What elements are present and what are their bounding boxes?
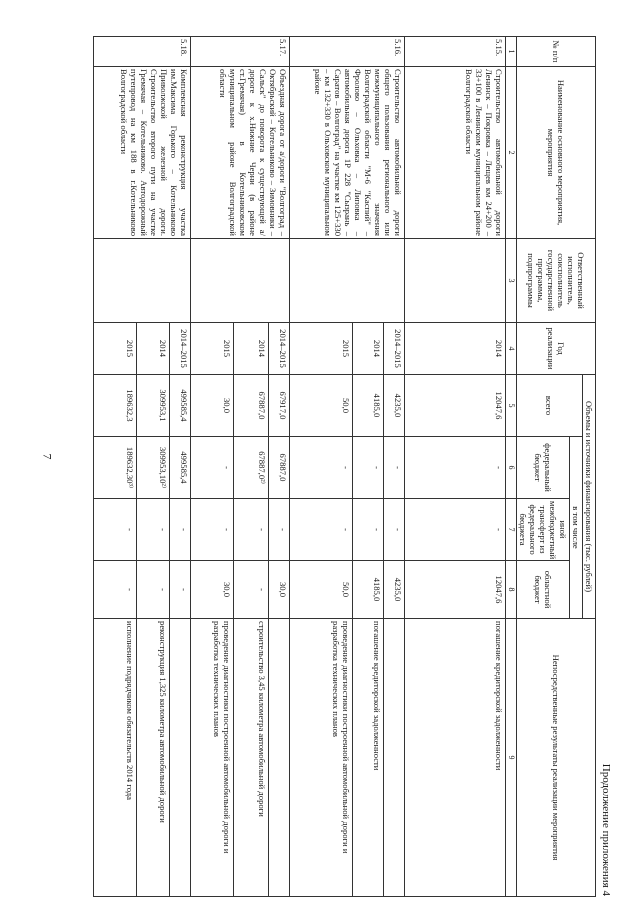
col-index: 7 (506, 499, 516, 561)
direct-result: исполнение подрядчиком обязательств 2014 года (94, 619, 137, 897)
regional-amount: 50,0 (290, 561, 353, 619)
year: 2015 (290, 323, 353, 375)
total-amount: 499585,4 (170, 375, 191, 437)
federal-amount: 67887,0²⁾ (234, 437, 269, 499)
row-number: 5.17. (191, 37, 290, 67)
federal-amount: - (353, 437, 384, 499)
col-index: 9 (506, 619, 516, 897)
year: 2014 (137, 323, 170, 375)
responsible-executor (94, 239, 191, 323)
year: 2014 (405, 323, 506, 375)
direct-result: погашение кредиторской задолженности (405, 619, 506, 897)
col-header-total: всего (516, 375, 582, 437)
col-header-including: в том числе (569, 437, 582, 619)
direct-result: строительство 3,45 километра автомобильной дороги (234, 619, 269, 897)
federal-amount: - (384, 437, 405, 499)
year: 2014–2015 (170, 323, 191, 375)
year: 2014–2015 (384, 323, 405, 375)
appendix-continuation-header: Продолжение приложения 4 (600, 763, 612, 896)
direct-result: проведение диагностики построенной автомобильной дороги и разработка технических планов (290, 619, 353, 897)
direct-result (269, 619, 290, 897)
table-row (405, 37, 506, 897)
table-row (269, 37, 290, 897)
year: 2014–2015 (269, 323, 290, 375)
interbudget-amount: - (170, 499, 191, 561)
federal-amount: - (405, 437, 506, 499)
direct-result: погашение кредиторской задолженности (353, 619, 384, 897)
col-header-results: Непосредственные результаты реализации мероприятия (516, 619, 595, 897)
regional-amount: - (137, 561, 170, 619)
page-number: 7 (40, 453, 55, 460)
total-amount: 67917,0 (269, 375, 290, 437)
regional-amount: 4235,0 (384, 561, 405, 619)
federal-amount: 189632,30³⁾ (94, 437, 137, 499)
row-number: 5.18. (94, 37, 191, 67)
total-amount: 4185,0 (353, 375, 384, 437)
program-measures-table (93, 36, 596, 897)
interbudget-amount: - (353, 499, 384, 561)
total-amount: 30,0 (191, 375, 234, 437)
total-amount: 309953,1 (137, 375, 170, 437)
col-header-num: № п/п (516, 37, 595, 67)
responsible-executor (290, 239, 405, 323)
interbudget-amount: - (290, 499, 353, 561)
measure-name: Комплексная реконструкция участка им.Максима Горького – Котельниково Приволжской железной дороги. Строительство второго пути на участке Гремячая – Котельниково. Автодорожный путепровод на км 188 в г.Котельниково Волгоградской области (94, 67, 191, 239)
row-number: 5.16. (290, 37, 405, 67)
regional-amount: 4185,0 (353, 561, 384, 619)
col-header-funding: Объемы и источники финансирования (тыс. рублей) (582, 375, 595, 619)
direct-result: проведение диагностики построенной автомобильной дороги и разработка технических планов (191, 619, 234, 897)
table-row (384, 37, 405, 897)
col-index: 5 (506, 375, 516, 437)
col-header-regional: областной бюджет (516, 561, 569, 619)
rotated-page (32, 36, 612, 896)
interbudget-amount: - (405, 499, 506, 561)
total-amount: 189632,3 (94, 375, 137, 437)
regional-amount: - (170, 561, 191, 619)
measure-name: Объездная дорога от а/дороги "Волгоград – Октябрьский – Котельниково – Зимовники – Сальск" до поворота к существующей а/дороге к х.Нижние Черни (в районе ст.Гремячая) в Котельниковском муниципальном районе Волгоградской области (191, 67, 290, 239)
col-header-name: Наименование основного мероприятия, мероприятия (516, 67, 595, 239)
interbudget-amount: - (234, 499, 269, 561)
col-index: 4 (506, 323, 516, 375)
regional-amount: 30,0 (191, 561, 234, 619)
interbudget-amount: - (94, 499, 137, 561)
responsible-executor (191, 239, 290, 323)
responsible-executor (405, 239, 506, 323)
direct-result (384, 619, 405, 897)
col-header-federal: федеральный бюджет (516, 437, 569, 499)
total-amount: 67887,0 (234, 375, 269, 437)
col-index: 8 (506, 561, 516, 619)
col-index: 3 (506, 239, 516, 323)
col-index: 2 (506, 67, 516, 239)
col-header-interbudget: иной межбюджетный трансферт из федерального бюджета (516, 499, 569, 561)
total-amount: 12047,6 (405, 375, 506, 437)
direct-result (170, 619, 191, 897)
federal-amount: 499585,4 (170, 437, 191, 499)
federal-amount: 309953,10²⁾ (137, 437, 170, 499)
measure-name: Строительство автомобильной дороги Ленинск – Покровка – Лещев км 24+200 – 33+100 в Ленинском муниципальном районе Волгоградской области (405, 67, 506, 239)
row-number: 5.15. (405, 37, 506, 67)
regional-amount: 30,0 (269, 561, 290, 619)
col-index: 1 (506, 37, 516, 67)
regional-amount: - (94, 561, 137, 619)
interbudget-amount: - (137, 499, 170, 561)
direct-result: реконструкция 1,325 километра автомобильной дороги (137, 619, 170, 897)
regional-amount: - (234, 561, 269, 619)
total-amount: 4235,0 (384, 375, 405, 437)
year: 2014 (353, 323, 384, 375)
measure-name: Строительство автомобильной дороги общего пользования регионального или межмуниципального значения Волгоградской области "М-6 "Каспий" – Фролово – Ольховка – Липовка – автомобильная дорога 1Р 228 "Сызрань – Саратов – Волгоград" на участке км 125+330 – км 132+330 в Ольховском муниципальном районе (290, 67, 405, 239)
interbudget-amount: - (269, 499, 290, 561)
col-index: 6 (506, 437, 516, 499)
interbudget-amount: - (384, 499, 405, 561)
federal-amount: - (191, 437, 234, 499)
table-row (170, 37, 191, 897)
year: 2014 (234, 323, 269, 375)
year: 2015 (191, 323, 234, 375)
col-header-responsible: Ответственный исполнитель, соисполнитель государственной программы, подпрограммы (516, 239, 595, 323)
federal-amount: - (290, 437, 353, 499)
federal-amount: 67887,0 (269, 437, 290, 499)
col-header-year: Год реализации (516, 323, 595, 375)
total-amount: 50,0 (290, 375, 353, 437)
regional-amount: 12047,6 (405, 561, 506, 619)
interbudget-amount: - (191, 499, 234, 561)
year: 2015 (94, 323, 137, 375)
